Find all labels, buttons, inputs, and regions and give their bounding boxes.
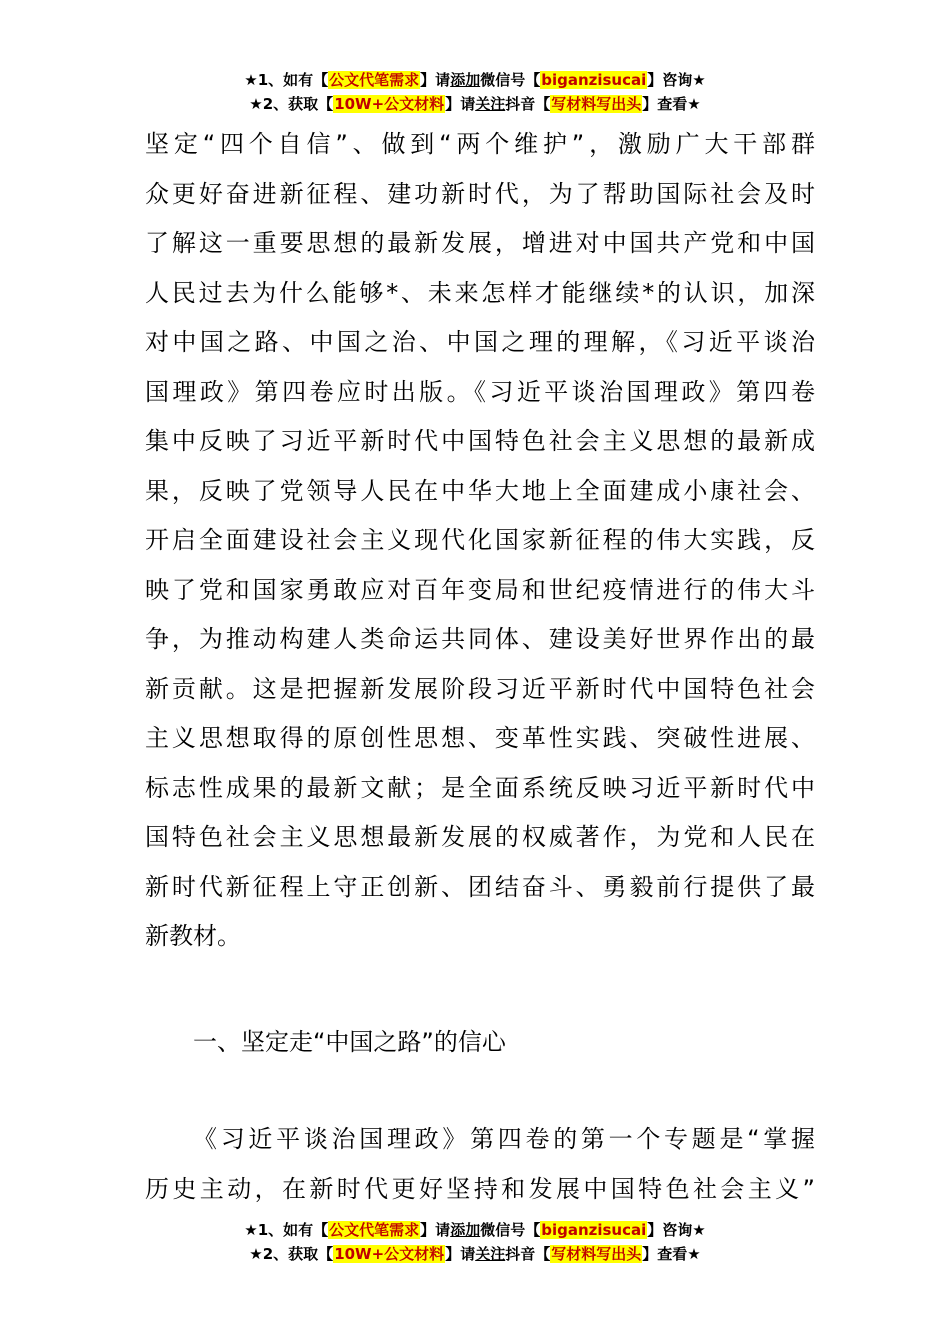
body-paragraph bbox=[145, 120, 815, 962]
banner-text: 】请 bbox=[420, 71, 451, 89]
banner-highlight: 公文代笔需求 bbox=[329, 71, 420, 89]
body-line: 果，反映了党领导人民在中华大地上全面建成小康社会、 bbox=[145, 476, 815, 505]
banner-line-2 bbox=[0, 1242, 950, 1266]
body-line: 坚定“四个自信”、做到“两个维护”，激励广大干部群 bbox=[145, 130, 815, 158]
body-line: 国理政》第四卷应时出版。《习近平谈治国理政》第四卷 bbox=[145, 377, 815, 406]
banner-highlight: 写材料写出头 bbox=[551, 1245, 642, 1263]
section-heading: 一、坚定走“中国之路”的信心 bbox=[193, 1028, 506, 1056]
banner-highlight: biganzisucai bbox=[541, 71, 647, 89]
banner-text: ★1、如有【 bbox=[244, 1221, 329, 1239]
body-line: 主义思想取得的原创性思想、变革性实践、突破性进展、 bbox=[145, 724, 815, 752]
banner-highlight: 写材料写出头 bbox=[551, 95, 642, 113]
banner-underline: 添加 bbox=[450, 71, 481, 89]
body-line: 众更好奋进新征程、建功新时代，为了帮助国际社会及时 bbox=[145, 179, 815, 208]
body-line: 映了党和国家勇敢应对百年变局和世纪疫情进行的伟大斗 bbox=[145, 575, 815, 604]
banner-text: 】咨询★ bbox=[647, 71, 706, 89]
banner-text: 】请 bbox=[420, 1221, 451, 1239]
banner-underline: 关注 bbox=[475, 1245, 506, 1263]
body-line: 了解这一重要思想的最新发展，增进对中国共产党和中国 bbox=[145, 229, 815, 257]
banner-text: 抖音【 bbox=[505, 1245, 551, 1263]
banner-highlight: 10W+公文材料 bbox=[334, 1245, 445, 1263]
footer-banner bbox=[0, 1218, 950, 1266]
banner-line-1 bbox=[0, 1218, 950, 1242]
body-line: 历史主动，在新时代更好坚持和发展中国特色社会主义” bbox=[145, 1174, 815, 1203]
banner-highlight: biganzisucai bbox=[541, 1221, 647, 1239]
body-line: 新教材。 bbox=[145, 922, 241, 950]
banner-text: ★2、获取【 bbox=[249, 1245, 334, 1263]
banner-text: 抖音【 bbox=[505, 95, 551, 113]
banner-underline: 添加 bbox=[450, 1221, 481, 1239]
body-line: 《习近平谈治国理政》第四卷的第一个专题是“掌握 bbox=[193, 1125, 815, 1153]
banner-line-2 bbox=[0, 92, 950, 116]
banner-highlight: 10W+公文材料 bbox=[334, 95, 445, 113]
body-line: 新贡献。这是把握新发展阶段习近平新时代中国特色社会 bbox=[145, 674, 815, 703]
banner-line-1 bbox=[0, 68, 950, 92]
body-paragraph-2 bbox=[145, 1115, 815, 1214]
banner-text: 】请 bbox=[445, 95, 476, 113]
banner-text: ★2、获取【 bbox=[249, 95, 334, 113]
body-line: 集中反映了习近平新时代中国特色社会主义思想的最新成 bbox=[145, 427, 815, 455]
banner-text: 微信号【 bbox=[480, 1221, 541, 1239]
header-banner bbox=[0, 68, 950, 116]
banner-text: 】请 bbox=[445, 1245, 476, 1263]
banner-underline: 关注 bbox=[475, 95, 506, 113]
body-line: 对中国之路、中国之治、中国之理的理解，《习近平谈治 bbox=[145, 328, 815, 356]
body-line: 开启全面建设社会主义现代化国家新征程的伟大实践，反 bbox=[145, 526, 815, 554]
body-line: 标志性成果的最新文献；是全面系统反映习近平新时代中 bbox=[145, 773, 815, 802]
body-line: 新时代新征程上守正创新、团结奋斗、勇毅前行提供了最 bbox=[145, 872, 815, 901]
banner-text: ★1、如有【 bbox=[244, 71, 329, 89]
banner-text: 微信号【 bbox=[480, 71, 541, 89]
banner-text: 】咨询★ bbox=[647, 1221, 706, 1239]
body-line: 争，为推动构建人类命运共同体、建设美好世界作出的最 bbox=[145, 625, 815, 653]
banner-highlight: 公文代笔需求 bbox=[329, 1221, 420, 1239]
body-line: 人民过去为什么能够*、未来怎样才能继续*的认识，加深 bbox=[145, 278, 815, 307]
banner-text: 】查看★ bbox=[642, 1245, 701, 1263]
banner-text: 】查看★ bbox=[642, 95, 701, 113]
body-line: 国特色社会主义思想最新发展的权威著作，为党和人民在 bbox=[145, 823, 815, 851]
